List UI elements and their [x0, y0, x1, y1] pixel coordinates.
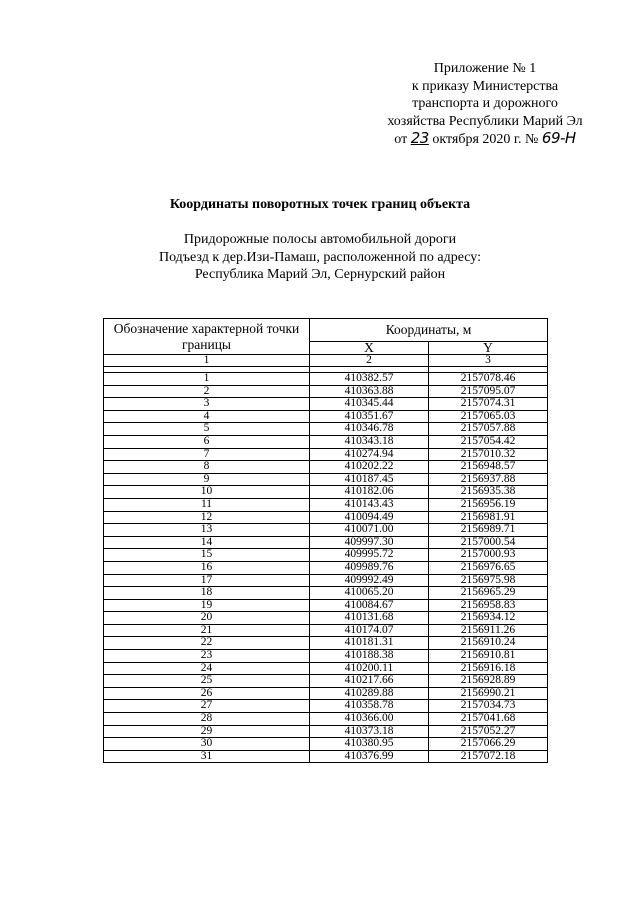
y-coordinate-cell: 2156989.71: [429, 524, 548, 537]
y-coordinate-cell: 2157041.68: [429, 713, 548, 726]
table-row: [104, 725, 548, 738]
x-coordinate-cell: 410143.43: [310, 498, 429, 511]
y-coordinate-cell: 2157000.93: [429, 549, 548, 562]
point-number-cell: 4: [104, 410, 310, 423]
y-coordinate-cell: 2156928.89: [429, 675, 548, 688]
table-row: [104, 435, 548, 448]
table-row: [104, 750, 548, 763]
x-coordinate-cell: 410346.78: [310, 423, 429, 436]
x-coordinate-cell: 410380.95: [310, 738, 429, 751]
x-coordinate-cell: 410202.22: [310, 461, 429, 474]
y-coordinate-cell: 2157010.32: [429, 448, 548, 461]
y-coordinate-cell: 2157074.31: [429, 398, 548, 411]
table-row: [104, 398, 548, 411]
point-number-cell: 2: [104, 385, 310, 398]
table-row: [104, 700, 548, 713]
table-row: [104, 373, 548, 386]
table-row: [104, 385, 548, 398]
annex-block: [360, 60, 610, 149]
point-number-cell: 1: [104, 373, 310, 386]
x-coordinate-cell: 410131.68: [310, 612, 429, 625]
y-coordinate-cell: 2156976.65: [429, 561, 548, 574]
x-coordinate-cell: 410094.49: [310, 511, 429, 524]
table-row: [104, 662, 548, 675]
point-number-cell: 14: [104, 536, 310, 549]
point-number-cell: 30: [104, 738, 310, 751]
document-subtitle: [0, 231, 640, 284]
table-row: [104, 511, 548, 524]
table-row: [104, 473, 548, 486]
y-coordinate-cell: 2157066.29: [429, 738, 548, 751]
table-row: [104, 448, 548, 461]
point-number-cell: 6: [104, 435, 310, 448]
subtitle-line-1: Придорожные полосы автомобильной дороги: [183, 232, 457, 247]
y-coordinate-cell: 2157000.54: [429, 536, 548, 549]
y-coordinate-cell: 2156910.81: [429, 650, 548, 663]
x-coordinate-cell: 410363.88: [310, 385, 429, 398]
table-row: [104, 423, 548, 436]
table-row: [104, 498, 548, 511]
y-coordinate-cell: 2156911.26: [429, 624, 548, 637]
table-row: [104, 536, 548, 549]
column-number-2: 2: [310, 355, 429, 367]
point-number-cell: 7: [104, 448, 310, 461]
header-point-designation: Обозначение характерной точки границы: [104, 319, 310, 355]
x-coordinate-cell: 409995.72: [310, 549, 429, 562]
y-coordinate-cell: 2157095.07: [429, 385, 548, 398]
y-coordinate-cell: 2156934.12: [429, 612, 548, 625]
y-coordinate-cell: 2156937.88: [429, 473, 548, 486]
y-coordinate-cell: 2156975.98: [429, 574, 548, 587]
table-row: [104, 738, 548, 751]
x-coordinate-cell: 410358.78: [310, 700, 429, 713]
y-coordinate-cell: 2156948.57: [429, 461, 548, 474]
header-y: Y: [429, 342, 548, 355]
coordinates-body: [104, 373, 548, 763]
x-coordinate-cell: 409989.76: [310, 561, 429, 574]
annex-line-4: хозяйства Республики Марий Эл: [387, 113, 583, 129]
table-row: [104, 637, 548, 650]
date-day-handwritten: 23: [410, 129, 429, 147]
point-number-cell: 3: [104, 398, 310, 411]
x-coordinate-cell: 410373.18: [310, 725, 429, 738]
x-coordinate-cell: 410182.06: [310, 486, 429, 499]
y-coordinate-cell: 2157057.88: [429, 423, 548, 436]
point-number-cell: 18: [104, 587, 310, 600]
coordinates-table: [103, 318, 548, 763]
point-number-cell: 5: [104, 423, 310, 436]
point-number-cell: 17: [104, 574, 310, 587]
y-coordinate-cell: 2156956.19: [429, 498, 548, 511]
x-coordinate-cell: 410071.00: [310, 524, 429, 537]
point-number-cell: 27: [104, 700, 310, 713]
header-coordinates: Координаты, м: [310, 319, 548, 342]
point-number-cell: 9: [104, 473, 310, 486]
subtitle-line-3: Республика Марий Эл, Сернурский район: [194, 267, 446, 282]
point-number-cell: 12: [104, 511, 310, 524]
table-row: [104, 486, 548, 499]
point-number-cell: 11: [104, 498, 310, 511]
point-number-cell: 16: [104, 561, 310, 574]
y-coordinate-cell: 2156935.38: [429, 486, 548, 499]
table-row: [104, 612, 548, 625]
point-number-cell: 31: [104, 750, 310, 763]
x-coordinate-cell: 410084.67: [310, 599, 429, 612]
x-coordinate-cell: 410217.66: [310, 675, 429, 688]
point-number-cell: 21: [104, 624, 310, 637]
x-coordinate-cell: 410366.00: [310, 713, 429, 726]
annex-line-1: Приложение № 1: [433, 61, 537, 76]
point-number-cell: 13: [104, 524, 310, 537]
table-row: [104, 410, 548, 423]
annex-line-3: транспорта и дорожного: [412, 96, 558, 111]
table-row: [104, 624, 548, 637]
x-coordinate-cell: 410188.38: [310, 650, 429, 663]
point-number-cell: 22: [104, 637, 310, 650]
column-number-3: 3: [429, 355, 548, 367]
table-row: [104, 587, 548, 600]
y-coordinate-cell: 2157052.27: [429, 725, 548, 738]
x-coordinate-cell: 410382.57: [310, 373, 429, 386]
order-number-handwritten: 69-Н: [541, 129, 576, 147]
point-number-cell: 24: [104, 662, 310, 675]
table-row: [104, 461, 548, 474]
table-row: [104, 650, 548, 663]
x-coordinate-cell: 409997.30: [310, 536, 429, 549]
x-coordinate-cell: 410345.44: [310, 398, 429, 411]
column-number-1: 1: [104, 355, 310, 367]
date-prefix: от: [394, 132, 408, 147]
table-row: [104, 574, 548, 587]
y-coordinate-cell: 2157054.42: [429, 435, 548, 448]
subtitle-line-2: Подъезд к дер.Изи-Памаш, расположенной по адресу:: [158, 249, 482, 265]
y-coordinate-cell: 2156990.21: [429, 687, 548, 700]
y-coordinate-cell: 2156965.29: [429, 587, 548, 600]
point-number-cell: 15: [104, 549, 310, 562]
point-number-cell: 10: [104, 486, 310, 499]
point-number-cell: 20: [104, 612, 310, 625]
table-row: [104, 561, 548, 574]
x-coordinate-cell: 410187.45: [310, 473, 429, 486]
point-number-cell: 23: [104, 650, 310, 663]
table-row: [104, 687, 548, 700]
table-row: [104, 524, 548, 537]
x-coordinate-cell: 410181.31: [310, 637, 429, 650]
annex-line-2: к приказу Министерства: [411, 78, 559, 94]
annex-date-line: [360, 130, 610, 149]
point-number-cell: 8: [104, 461, 310, 474]
x-coordinate-cell: 410274.94: [310, 448, 429, 461]
table-row: [104, 599, 548, 612]
table-row: [104, 713, 548, 726]
y-coordinate-cell: 2157078.46: [429, 373, 548, 386]
y-coordinate-cell: 2156910.24: [429, 637, 548, 650]
x-coordinate-cell: 410200.11: [310, 662, 429, 675]
document-title: Координаты поворотных точек границ объекта: [169, 197, 471, 212]
header-x: X: [310, 342, 429, 355]
y-coordinate-cell: 2157065.03: [429, 410, 548, 423]
y-coordinate-cell: 2157034.73: [429, 700, 548, 713]
x-coordinate-cell: 410065.20: [310, 587, 429, 600]
point-number-cell: 29: [104, 725, 310, 738]
x-coordinate-cell: 409992.49: [310, 574, 429, 587]
x-coordinate-cell: 410289.88: [310, 687, 429, 700]
point-number-cell: 25: [104, 675, 310, 688]
x-coordinate-cell: 410376.99: [310, 750, 429, 763]
y-coordinate-cell: 2156981.91: [429, 511, 548, 524]
table-row: [104, 675, 548, 688]
point-number-cell: 26: [104, 687, 310, 700]
point-number-cell: 19: [104, 599, 310, 612]
point-number-cell: 28: [104, 713, 310, 726]
date-suffix: октября 2020 г. №: [432, 132, 539, 147]
y-coordinate-cell: 2156916.18: [429, 662, 548, 675]
x-coordinate-cell: 410351.67: [310, 410, 429, 423]
y-coordinate-cell: 2156958.83: [429, 599, 548, 612]
table-row: [104, 549, 548, 562]
y-coordinate-cell: 2157072.18: [429, 750, 548, 763]
x-coordinate-cell: 410343.18: [310, 435, 429, 448]
x-coordinate-cell: 410174.07: [310, 624, 429, 637]
